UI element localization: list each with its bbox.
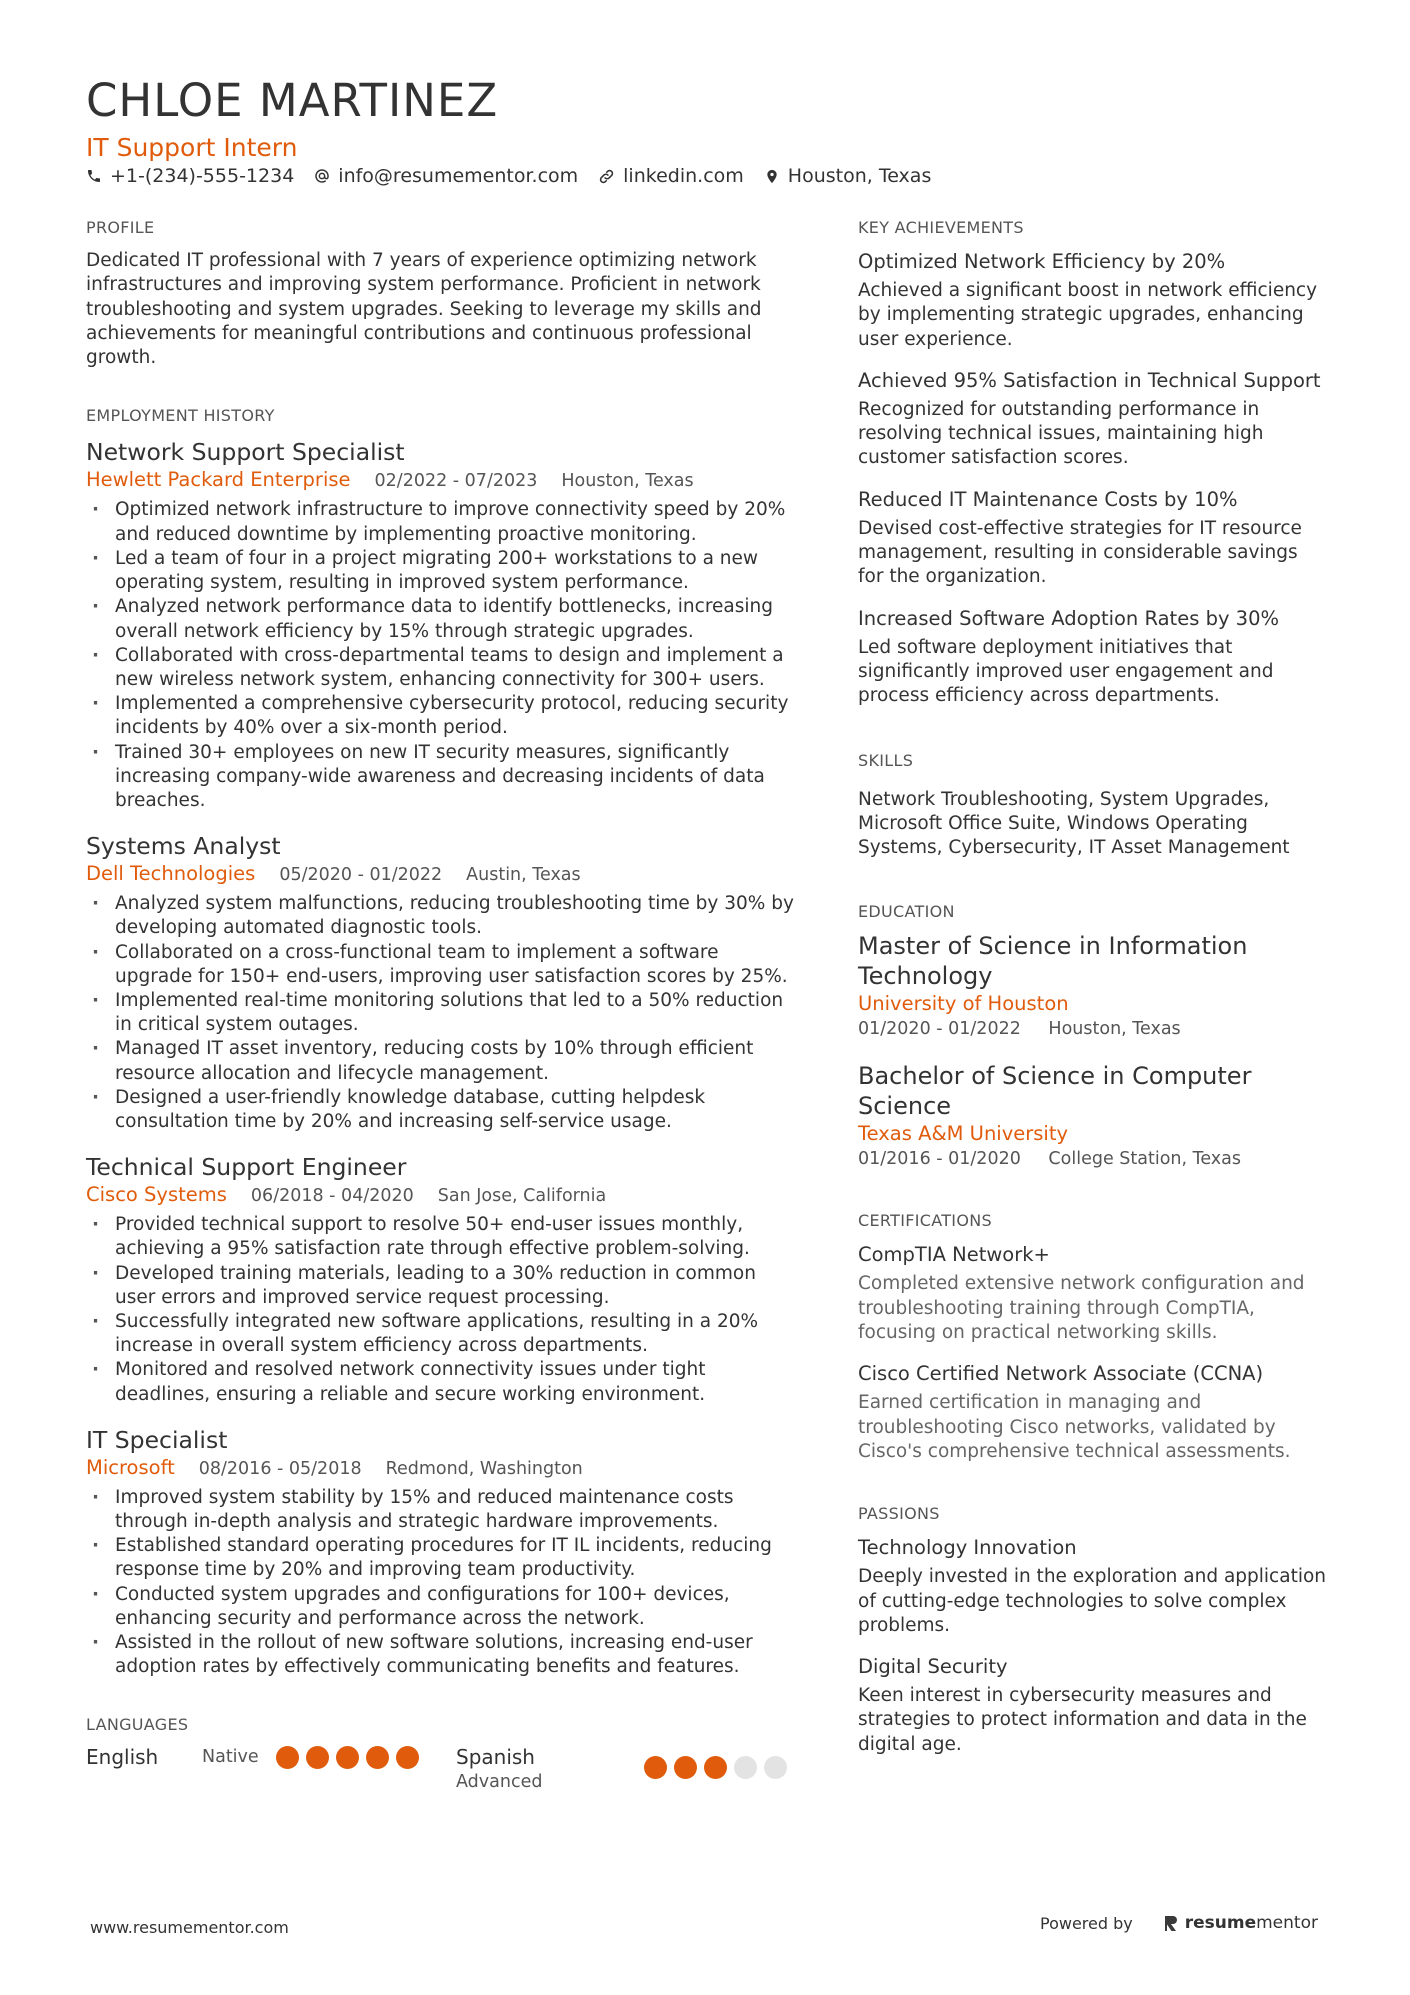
language-name: English bbox=[86, 1745, 159, 1770]
job-bullets bbox=[86, 1486, 801, 1680]
education-degree: Bachelor of Science in Computer Science bbox=[858, 1062, 1252, 1121]
contact-location bbox=[764, 165, 932, 187]
languages-label: LANGUAGES bbox=[86, 1715, 189, 1735]
phone-text: +1-(234)-555-1234 bbox=[110, 165, 295, 187]
job-meta bbox=[86, 861, 801, 888]
language-name: Spanish bbox=[456, 1745, 535, 1770]
passion-item bbox=[858, 1654, 1328, 1757]
rating-dot-filled bbox=[306, 1746, 329, 1769]
achievement-item bbox=[858, 249, 1328, 352]
job-bullet: · Trained 30+ employees on new IT security measures, significantly increasing company-wide awareness and decreasing incidents of data breaches. bbox=[86, 741, 801, 814]
job-bullet: · Managed IT asset inventory, reducing costs by 10% through efficient resource allocation and lifecycle management. bbox=[86, 1037, 801, 1085]
achievement-title: Reduced IT Maintenance Costs by 10% bbox=[858, 487, 1238, 511]
achievements-section bbox=[858, 218, 1328, 709]
location-text: Houston, Texas bbox=[787, 165, 932, 187]
rating-dot-filled bbox=[644, 1756, 667, 1779]
job-location: Austin, Texas bbox=[466, 865, 581, 886]
linkedin-text: linkedin.com bbox=[623, 165, 744, 187]
job-bullet: · Monitored and resolved network connectivity issues under tight deadlines, ensuring a reliable and secure working environment. bbox=[86, 1358, 801, 1406]
rating-dot-filled bbox=[674, 1756, 697, 1779]
job-company: Hewlett Packard Enterprise bbox=[86, 468, 351, 492]
achievement-title: Increased Software Adoption Rates by 30% bbox=[858, 606, 1280, 630]
contact-phone bbox=[86, 165, 294, 187]
achievement-text: Devised cost-effective strategies for IT resource management, resulting in considerable savings for the organization. bbox=[858, 517, 1302, 588]
job-bullet: · Led a team of four in a project migrating 200+ workstations to a new operating system, resulting in improved system performance. bbox=[86, 547, 801, 595]
education-school: University of Houston bbox=[858, 992, 1069, 1016]
job-bullet: · Established standard operating procedures for IT IL incidents, reducing response time by 20% and improving team productivity. bbox=[86, 1534, 801, 1582]
job-location: San Jose, California bbox=[437, 1186, 607, 1207]
job-bullet: · Analyzed network performance data to identify bottlenecks, increasing overall network efficiency by 15% through strategic upgrades. bbox=[86, 595, 801, 643]
job-bullet: · Collaborated with cross-departmental teams to design and implement a new wireless network system, enhancing connectivity for 300+ users. bbox=[86, 644, 801, 692]
achievement-title: Optimized Network Efficiency by 20% bbox=[858, 250, 1226, 273]
brand-light: mentor bbox=[1256, 1913, 1318, 1933]
achievement-text: Led software deployment initiatives that significantly improved user engagement and process efficiency across departments. bbox=[858, 636, 1274, 707]
contact-email[interactable] bbox=[314, 165, 578, 187]
job-bullets bbox=[86, 892, 801, 1134]
footer-website[interactable]: www.resumementor.com bbox=[90, 1918, 289, 1937]
education-school: Texas A&M University bbox=[858, 1122, 1069, 1146]
job-meta bbox=[86, 1455, 801, 1482]
language-level: Advanced bbox=[456, 1772, 543, 1793]
achievement-text: Achieved a significant boost in network efficiency by implementing strategic upgrades, enhancing user experience. bbox=[858, 280, 1318, 350]
achievements-label: KEY ACHIEVEMENTS bbox=[858, 218, 1024, 237]
job-entry bbox=[86, 1152, 801, 1407]
achievement-item bbox=[858, 606, 1328, 709]
at-icon bbox=[314, 168, 330, 184]
skills-label: SKILLS bbox=[858, 750, 914, 770]
job-entry bbox=[86, 1425, 801, 1680]
certification-text: Earned certification in managing and troubleshooting Cisco networks, validated by Cisco's comprehensive technical assessments. bbox=[858, 1392, 1291, 1462]
skills-text: Network Troubleshooting, System Upgrades, Microsoft Office Suite, Windows Operating Systems, Cybersecurity, IT Asset Management bbox=[858, 788, 1290, 859]
powered-by-text: Powered by bbox=[1040, 1913, 1133, 1933]
job-entry bbox=[86, 437, 801, 813]
achievement-item bbox=[858, 487, 1328, 590]
job-company: Microsoft bbox=[86, 1455, 175, 1479]
job-bullet: · Optimized network infrastructure to improve connectivity speed by 20% and reduced downtime by implementing proactive monitoring. bbox=[86, 498, 801, 546]
job-bullet: · Improved system stability by 15% and reduced maintenance costs through in-depth analysis and strategic hardware improvements. bbox=[86, 1486, 801, 1534]
education-item bbox=[858, 1061, 1328, 1171]
education-meta bbox=[858, 1017, 1328, 1041]
certification-title: Cisco Certified Network Associate (CCNA) bbox=[858, 1362, 1264, 1386]
contact-bar bbox=[86, 165, 951, 187]
profile-label: PROFILE bbox=[86, 218, 155, 237]
achievement-text: Recognized for outstanding performance in resolving technical issues, maintaining high customer satisfaction scores. bbox=[858, 398, 1264, 469]
achievement-item bbox=[858, 368, 1328, 471]
job-company: Cisco Systems bbox=[86, 1183, 227, 1207]
education-section bbox=[858, 902, 1328, 1171]
phone-icon bbox=[86, 168, 102, 184]
language-item bbox=[86, 1744, 456, 1794]
education-meta bbox=[858, 1147, 1328, 1171]
passion-item bbox=[858, 1535, 1328, 1638]
candidate-name: CHLOE MARTINEZ bbox=[86, 74, 499, 127]
job-bullet: · Analyzed system malfunctions, reducing troubleshooting time by 30% by developing automated diagnostic tools. bbox=[86, 892, 801, 940]
profile-section bbox=[86, 218, 801, 370]
language-rating bbox=[644, 1756, 794, 1779]
job-bullet: · Conducted system upgrades and configurations for 100+ devices, enhancing security and performance across the network. bbox=[86, 1583, 801, 1631]
certifications-label: CERTIFICATIONS bbox=[858, 1211, 992, 1231]
passions-label: PASSIONS bbox=[858, 1504, 940, 1524]
education-item bbox=[858, 931, 1328, 1041]
job-bullet: · Implemented real-time monitoring solutions that led to a 50% reduction in critical system outages. bbox=[86, 989, 801, 1037]
location-pin-icon bbox=[764, 168, 780, 185]
rating-dot-filled bbox=[396, 1746, 419, 1769]
job-bullet: · Implemented a comprehensive cybersecurity protocol, reducing security incidents by 40% over a six-month period. bbox=[86, 692, 801, 740]
job-bullets bbox=[86, 1213, 801, 1407]
job-dates: 05/2020 - 01/2022 bbox=[279, 865, 443, 886]
job-meta bbox=[86, 1182, 801, 1209]
education-dates: 01/2020 - 01/2022 bbox=[858, 1019, 1021, 1040]
education-degree: Master of Science in Information Technology bbox=[858, 932, 1248, 991]
employment-label: EMPLOYMENT HISTORY bbox=[86, 406, 275, 426]
rating-dot-filled bbox=[366, 1746, 389, 1769]
education-location: Houston, Texas bbox=[1048, 1019, 1181, 1040]
job-bullet: · Designed a user-friendly knowledge database, cutting helpdesk consultation time by 20% and increasing self-service usage. bbox=[86, 1086, 801, 1134]
languages-row bbox=[86, 1744, 801, 1794]
language-item bbox=[456, 1744, 801, 1794]
email-text: info@resumementor.com bbox=[338, 165, 579, 187]
employment-section bbox=[86, 406, 801, 1679]
right-column bbox=[858, 218, 1328, 1757]
job-bullets bbox=[86, 498, 801, 813]
passion-title: Digital Security bbox=[858, 1655, 1008, 1679]
certification-item bbox=[858, 1361, 1328, 1464]
job-title: Network Support Specialist bbox=[86, 438, 405, 467]
education-label: EDUCATION bbox=[858, 902, 955, 922]
certification-title: CompTIA Network+ bbox=[858, 1243, 1050, 1267]
passion-title: Technology Innovation bbox=[858, 1536, 1077, 1560]
certification-text: Completed extensive network configuration and troubleshooting training through CompTIA, focusing on practical networking skills. bbox=[858, 1273, 1305, 1344]
education-dates: 01/2016 - 01/2020 bbox=[858, 1149, 1021, 1170]
education-location: College Station, Texas bbox=[1048, 1149, 1241, 1170]
rating-dot-filled bbox=[276, 1746, 299, 1769]
candidate-title: IT Support Intern bbox=[86, 133, 298, 162]
job-bullet: · Collaborated on a cross-functional team to implement a software upgrade for 150+ end-users, improving user satisfaction scores by 25%. bbox=[86, 941, 801, 989]
link-icon bbox=[598, 168, 615, 185]
languages-section bbox=[86, 1715, 801, 1794]
footer-branding bbox=[1040, 1913, 1318, 1933]
job-bullet: · Provided technical support to resolve 50+ end-user issues monthly, achieving a 95% satisfaction rate through effective problem-solving. bbox=[86, 1213, 801, 1261]
job-bullet: · Successfully integrated new software applications, resulting in a 20% increase in overall system efficiency across departments. bbox=[86, 1310, 801, 1358]
rating-dot-empty bbox=[764, 1756, 787, 1779]
passion-text: Deeply invested in the exploration and application of cutting-edge technologies to solve complex problems. bbox=[858, 1566, 1327, 1636]
rating-dot-filled bbox=[336, 1746, 359, 1769]
left-column bbox=[86, 218, 801, 1794]
job-dates: 08/2016 - 05/2018 bbox=[198, 1458, 362, 1479]
certification-item bbox=[858, 1242, 1328, 1345]
job-title: Technical Support Engineer bbox=[86, 1153, 407, 1182]
job-dates: 06/2018 - 04/2020 bbox=[250, 1186, 414, 1207]
job-location: Houston, Texas bbox=[561, 471, 694, 492]
certifications-section bbox=[858, 1211, 1328, 1464]
language-level: Native bbox=[202, 1747, 259, 1768]
passion-text: Keen interest in cybersecurity measures and strategies to protect information and data in the digital age. bbox=[858, 1685, 1307, 1755]
job-entry bbox=[86, 831, 801, 1134]
contact-linkedin[interactable] bbox=[598, 165, 744, 187]
job-bullet: · Developed training materials, leading to a 30% reduction in common user errors and improved service request processing. bbox=[86, 1262, 801, 1310]
resumementor-logo-icon bbox=[1163, 1914, 1179, 1933]
brand-bold: resume bbox=[1184, 1913, 1257, 1933]
job-title: Systems Analyst bbox=[86, 832, 281, 861]
job-bullet: · Assisted in the rollout of new software solutions, increasing end-user adoption rates by effectively communicating benefits and features. bbox=[86, 1631, 801, 1679]
job-dates: 02/2022 - 07/2023 bbox=[374, 471, 538, 492]
skills-section bbox=[858, 751, 1328, 861]
job-title: IT Specialist bbox=[86, 1425, 228, 1454]
rating-dot-filled bbox=[704, 1756, 727, 1779]
achievement-title: Achieved 95% Satisfaction in Technical Support bbox=[858, 368, 1321, 392]
language-rating bbox=[276, 1746, 426, 1769]
job-company: Dell Technologies bbox=[86, 862, 256, 886]
job-meta bbox=[86, 467, 801, 494]
job-location: Redmond, Washington bbox=[385, 1458, 583, 1479]
rating-dot-empty bbox=[734, 1756, 757, 1779]
profile-text: Dedicated IT professional with 7 years of experience optimizing network infrastructures and improving system performance. Proficient in network troubleshooting and system upgrades. Seeking to leverage my skills and achievements for meaningful contributions and continuous professional growth. bbox=[86, 250, 762, 369]
passions-section bbox=[858, 1504, 1328, 1757]
